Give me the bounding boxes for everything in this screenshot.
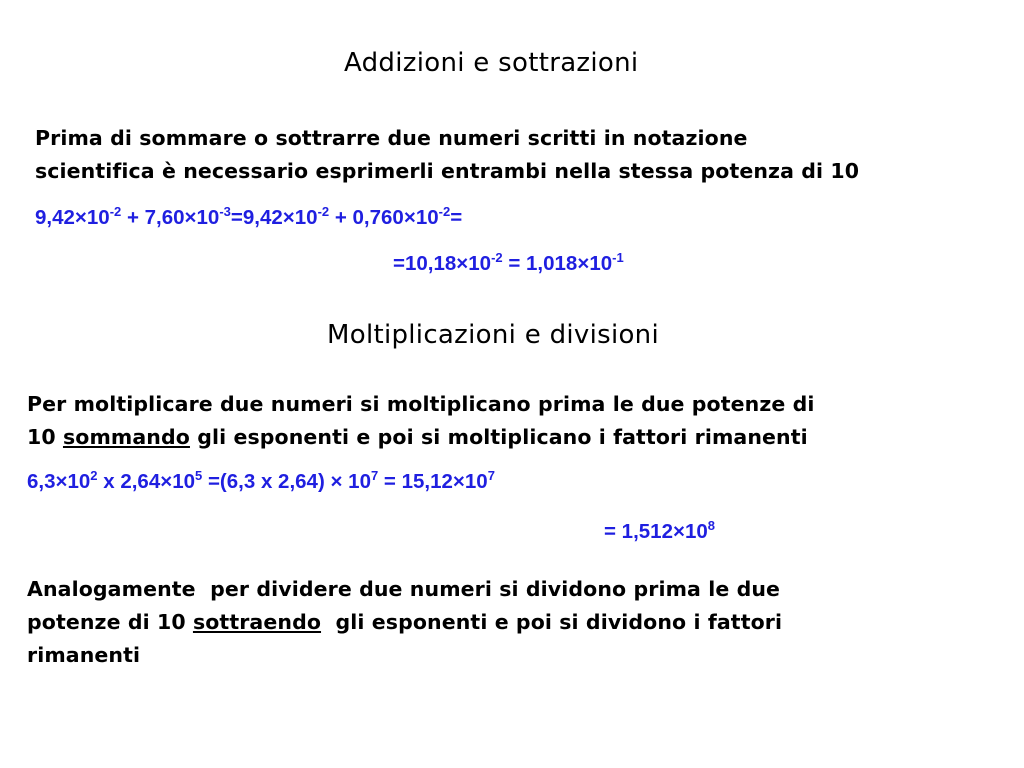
division-explanation [27, 573, 782, 672]
base: 10 [294, 206, 318, 229]
multiplication-equation-1 [27, 470, 495, 494]
multiply-sign: x [97, 470, 121, 493]
addition-explanation-line-2: scientifica è necessario esprimerli entrambi nella stessa potenza di 10 [35, 159, 860, 183]
mantissa: 1,018 [526, 252, 578, 275]
mantissa: 0,760 [352, 206, 404, 229]
exponent: 7 [487, 468, 495, 483]
base: 10 [342, 470, 371, 493]
mantissa: 10,18 [404, 252, 457, 275]
equals-sign: = [604, 520, 622, 543]
multiplication-explanation [27, 388, 815, 454]
division-explanation-line-2 [27, 606, 782, 639]
equals-sign: = [502, 252, 527, 275]
times-sign: × [456, 252, 469, 275]
exponent: -2 [317, 204, 330, 219]
multiplication-explanation-line-2 [27, 421, 815, 454]
base: 10 [468, 252, 492, 275]
plus-sign: + [329, 206, 353, 229]
multiplication-equation-2 [604, 520, 715, 544]
times-sign: × [184, 206, 197, 229]
text-run: potenze di 10 [27, 610, 193, 634]
times-sign: × [403, 206, 416, 229]
multiplication-explanation-line-1: Per moltiplicare due numeri si moltiplicano prima le due potenze di [27, 392, 815, 416]
mantissa: 15,12 [401, 470, 453, 493]
exponent: -2 [438, 204, 451, 219]
base: 10 [196, 206, 220, 229]
mantissa: 2,64 [120, 470, 161, 493]
base: 10 [172, 470, 196, 493]
division-explanation-line-3: rimanenti [27, 643, 141, 667]
exponent: -2 [109, 204, 122, 219]
mantissa: 9,42 [35, 206, 75, 229]
base: 10 [86, 206, 110, 229]
text-run: 10 [27, 425, 63, 449]
mantissa: 1,512 [621, 520, 673, 543]
times-sign: × [672, 520, 685, 543]
times-sign: × [452, 470, 465, 493]
base: 10 [415, 206, 439, 229]
exponent: 7 [370, 468, 379, 483]
times-sign: × [330, 470, 343, 493]
base: 10 [464, 470, 488, 493]
base: 10 [589, 252, 613, 275]
times-sign: × [160, 470, 173, 493]
equals-sign: = [230, 206, 243, 229]
equals-sign: = [450, 206, 463, 229]
division-explanation-line-1: Analogamente per dividere due numeri si dividono prima le due [27, 577, 781, 601]
times-sign: × [577, 252, 590, 275]
times-sign: × [282, 206, 295, 229]
mantissa: 6,3 [27, 470, 56, 493]
exponent: -3 [219, 204, 231, 219]
grouped-product: =(6,3 x 2,64) [202, 470, 331, 493]
text-run: gli esponenti e poi si dividono i fattori [321, 610, 783, 634]
mantissa: 7,60 [144, 206, 185, 229]
addition-equation-2 [393, 252, 624, 276]
times-sign: × [74, 206, 87, 229]
exponent: -2 [491, 250, 503, 265]
addition-explanation-line-1: Prima di sommare o sottrarre due numeri scritti in notazione [35, 126, 748, 150]
times-sign: × [55, 470, 68, 493]
mantissa: 9,42 [242, 206, 283, 229]
emphasis-sommando: sommando [62, 425, 190, 449]
emphasis-sottraendo: sottraendo [192, 610, 322, 634]
exponent: 8 [707, 518, 716, 533]
exponent: 5 [195, 468, 203, 483]
addition-explanation [35, 122, 859, 188]
exponent: 2 [90, 468, 98, 483]
addition-title: Addizioni e sottrazioni [344, 48, 639, 78]
plus-sign: + [121, 206, 145, 229]
base: 10 [67, 470, 91, 493]
exponent: -1 [612, 250, 624, 265]
addition-equation-1 [35, 206, 462, 230]
equals-sign: = [378, 470, 402, 493]
multiplication-title: Moltiplicazioni e divisioni [327, 320, 659, 350]
text-run: gli esponenti e poi si moltiplicano i fattori rimanenti [189, 425, 808, 449]
base: 10 [684, 520, 708, 543]
equals-sign: = [393, 252, 405, 275]
